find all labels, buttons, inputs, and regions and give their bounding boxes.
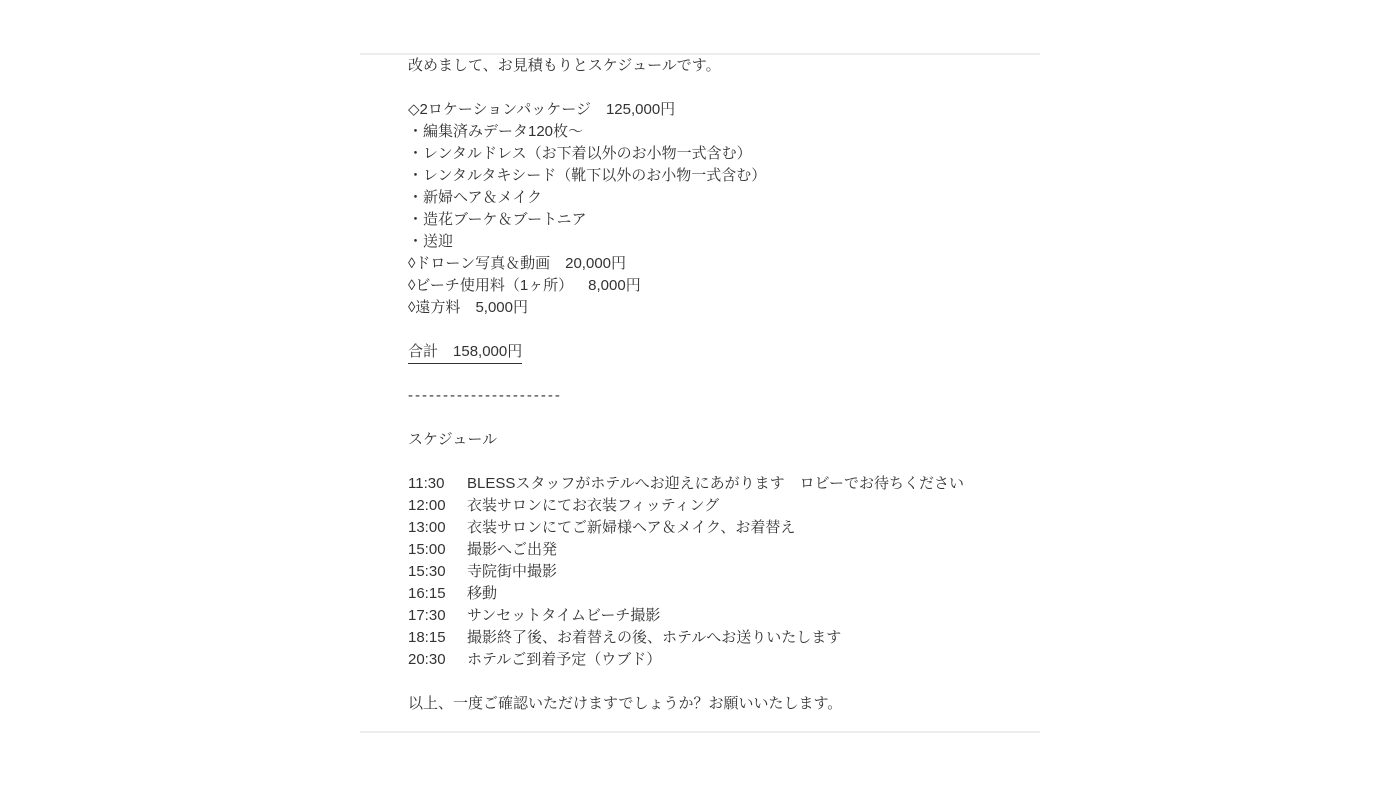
- schedule-row: [408, 583, 1040, 605]
- spacer: [408, 77, 1040, 99]
- total-line: [408, 341, 1040, 363]
- spacer: [408, 363, 1040, 385]
- schedule-time: 13:00: [408, 519, 446, 536]
- addon-price: 5,000円: [475, 299, 528, 316]
- schedule-desc: 移動: [467, 585, 498, 602]
- schedule-row: [408, 539, 1040, 561]
- package-item: ・レンタルタキシード（靴下以外のお小物一式含む）: [408, 167, 767, 184]
- package-header: [408, 99, 1040, 121]
- schedule-row: [408, 561, 1040, 583]
- email-body: [360, 53, 1040, 733]
- addon-name: 遠方料: [415, 299, 461, 316]
- schedule-row: [408, 649, 1040, 671]
- schedule-desc: BLESSスタッフがホテルへお迎えにあがります ロビーでお待ちください: [467, 475, 965, 492]
- schedule-desc: 衣装サロンにてお衣装フィッティング: [467, 497, 720, 514]
- addon-name: ドローン写真＆動画: [415, 255, 551, 272]
- dashed-divider: ----------------------: [408, 387, 562, 404]
- closing-text: 以上、一度ご確認いただけますでしょうか？お願いいたします。: [408, 695, 843, 712]
- package-item: ・造花ブーケ＆ブートニア: [408, 211, 587, 228]
- package-name: 2ロケーションパッケージ: [419, 101, 591, 118]
- package-item: ・送迎: [408, 233, 454, 250]
- schedule-time: 11:30: [408, 475, 445, 492]
- schedule-heading: スケジュール: [408, 431, 498, 448]
- schedule-time: 16:15: [408, 585, 446, 602]
- schedule-row: [408, 605, 1040, 627]
- spacer: [408, 407, 1040, 429]
- addon-line: [408, 275, 1040, 297]
- spacer: [408, 671, 1040, 693]
- addon-price: 20,000円: [565, 255, 627, 272]
- addon-price: 8,000円: [588, 277, 641, 294]
- total-amount: 158,000円: [453, 343, 523, 360]
- package-item: ・新婦ヘア＆メイク: [408, 189, 542, 206]
- schedule-row: [408, 517, 1040, 539]
- diamond-marker: ◇: [408, 101, 420, 118]
- schedule-row: [408, 473, 1040, 495]
- schedule-desc: 寺院街中撮影: [467, 563, 558, 580]
- schedule-desc: 撮影終了後、お着替えの後、ホテルへお送りいたします: [467, 629, 842, 646]
- package-item: ・編集済みデータ120枚〜: [408, 123, 584, 140]
- schedule-row: [408, 627, 1040, 649]
- total-underlined: [408, 341, 522, 364]
- schedule-time: 18:15: [408, 629, 446, 646]
- schedule-desc: ホテルご到着予定（ウブド）: [467, 651, 662, 668]
- schedule-time: 17:30: [408, 607, 446, 624]
- total-label: 合計: [408, 343, 439, 360]
- small-diamond-marker: ◊: [408, 299, 416, 316]
- schedule-time: 15:30: [408, 563, 446, 580]
- intro-text: 改めまして、お見積もりとスケジュールです。: [408, 57, 721, 74]
- schedule-desc: 衣装サロンにてご新婦様ヘア＆メイク、お着替え: [467, 519, 796, 536]
- schedule-desc: サンセットタイムビーチ撮影: [467, 607, 661, 624]
- small-diamond-marker: ◊: [408, 277, 416, 294]
- addon-name: ビーチ使用料（1ヶ所）: [415, 277, 574, 294]
- schedule-time: 15:00: [408, 541, 446, 558]
- addon-line: [408, 297, 1040, 319]
- spacer: [408, 451, 1040, 473]
- schedule-row: [408, 495, 1040, 517]
- schedule-desc: 撮影へご出発: [467, 541, 558, 558]
- package-price: 125,000円: [605, 101, 676, 118]
- schedule-time: 20:30: [408, 651, 446, 668]
- spacer: [408, 319, 1040, 341]
- package-item: ・レンタルドレス（お下着以外のお小物一式含む）: [408, 145, 752, 162]
- addon-line: [408, 253, 1040, 275]
- small-diamond-marker: ◊: [408, 255, 416, 272]
- schedule-time: 12:00: [408, 497, 446, 514]
